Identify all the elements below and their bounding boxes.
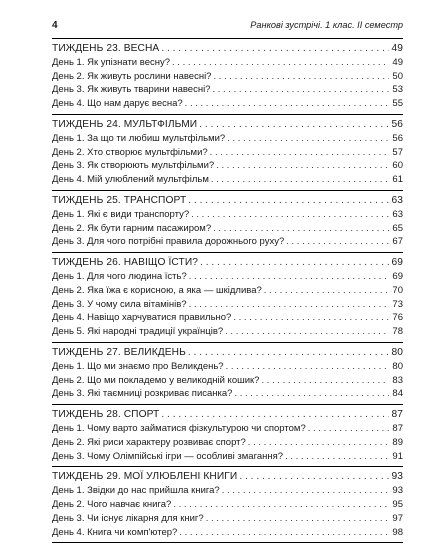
dot-leader xyxy=(213,70,389,84)
day-entry[interactable] xyxy=(52,173,403,187)
day-entry-title: День 2. Які риси характеру розвиває спорт? xyxy=(52,436,246,448)
page-ref: 63 xyxy=(391,194,403,206)
day-entry-title: День 3. Які таємниці розкриває писанка? xyxy=(52,388,233,400)
day-entry-title: День 1. Звідки до нас прийшла книга? xyxy=(52,485,220,497)
dot-leader xyxy=(179,526,389,540)
dot-leader xyxy=(188,194,389,208)
week-heading[interactable] xyxy=(52,346,403,360)
day-entry[interactable] xyxy=(52,284,403,298)
dot-leader xyxy=(188,346,389,360)
day-entry-title: День 3. У чому сила вітамінів? xyxy=(52,298,187,310)
day-entry-title: День 1. Для чого людина їсть? xyxy=(52,270,187,282)
week-heading-title: ТИЖДЕНЬ 27. ВЕЛИКДЕНЬ xyxy=(52,346,186,358)
page-ref: 55 xyxy=(392,98,403,110)
page-ref: 87 xyxy=(392,422,403,434)
day-entry-title: День 2. Яка їжа є корисною, а яка — шкідлива? xyxy=(52,284,262,296)
dot-leader xyxy=(213,222,389,236)
page-ref: 50 xyxy=(392,70,403,82)
day-entry[interactable] xyxy=(52,422,403,436)
dot-leader xyxy=(161,42,389,56)
day-entry[interactable] xyxy=(52,270,403,284)
dot-leader xyxy=(234,387,389,401)
day-entry-title: День 3. Як живуть тварини навесні? xyxy=(52,84,211,96)
page-ref: 65 xyxy=(392,222,403,234)
day-entry[interactable] xyxy=(52,70,403,84)
day-entry[interactable] xyxy=(52,387,403,401)
running-header xyxy=(52,20,403,39)
week-section xyxy=(52,467,403,543)
day-entry-title: День 3. Чому Олімпійські ігри — особливі змагання? xyxy=(52,450,284,462)
page-ref: 49 xyxy=(392,56,403,68)
dot-leader xyxy=(172,56,389,70)
day-entry-title: День 3. Для чого потрібні правила дорожнього руху? xyxy=(52,236,285,248)
page-ref: 91 xyxy=(392,450,403,462)
dot-leader xyxy=(286,235,389,249)
toc-page xyxy=(52,20,403,543)
day-entry-title: День 3. Чи існує лікарня для книг? xyxy=(52,512,204,524)
day-entry-title: День 1. Як упізнати весну? xyxy=(52,56,171,68)
page-ref: 53 xyxy=(392,84,403,96)
dot-leader xyxy=(200,256,389,270)
dot-leader xyxy=(308,422,389,436)
dot-leader xyxy=(233,311,389,325)
dot-leader xyxy=(206,512,389,526)
day-entry[interactable] xyxy=(52,526,403,540)
page-ref: 89 xyxy=(392,436,403,448)
week-section xyxy=(52,39,403,115)
day-entry[interactable] xyxy=(52,83,403,97)
day-entry-title: День 4. Що нам дарує весна? xyxy=(52,98,183,110)
day-entry[interactable] xyxy=(52,311,403,325)
dot-leader xyxy=(227,132,389,146)
day-entry-title: День 1. Які є види транспорту? xyxy=(52,208,190,220)
day-entry-title: День 2. Як живуть рослини навесні? xyxy=(52,70,212,82)
week-heading[interactable] xyxy=(52,42,403,56)
week-heading-title: ТИЖДЕНЬ 29. МОЇ УЛЮБЛЕНІ КНИГИ xyxy=(52,471,238,483)
page-ref: 98 xyxy=(392,526,403,538)
page-ref: 69 xyxy=(391,257,403,269)
day-entry[interactable] xyxy=(52,235,403,249)
dot-leader xyxy=(185,97,389,111)
page-ref: 78 xyxy=(392,326,403,338)
dot-leader xyxy=(248,436,389,450)
page-ref: 87 xyxy=(391,409,403,421)
page-number: 4 xyxy=(52,20,58,31)
table-of-contents xyxy=(52,39,403,543)
page-ref: 67 xyxy=(392,236,403,248)
page-ref: 84 xyxy=(392,388,403,400)
week-heading[interactable] xyxy=(52,256,403,270)
dot-leader xyxy=(225,325,389,339)
page-ref: 69 xyxy=(392,270,403,282)
page-ref: 56 xyxy=(392,132,403,144)
day-entry[interactable] xyxy=(52,298,403,312)
day-entry-title: День 2. Як бути гарним пасажиром? xyxy=(52,222,212,234)
day-entry[interactable] xyxy=(52,512,403,526)
day-entry-title: День 3. Як створюють мультфільми? xyxy=(52,160,215,172)
day-entry[interactable] xyxy=(52,484,403,498)
dot-leader xyxy=(226,360,389,374)
day-entry-title: День 2. Що ми покладемо у великодній кошик? xyxy=(52,374,260,386)
page-ref: 76 xyxy=(392,312,403,324)
page-ref: 80 xyxy=(391,346,403,358)
day-entry-title: День 1. Чому варто займатися фізкультурою чи спортом? xyxy=(52,422,306,434)
page-ref: 95 xyxy=(392,498,403,510)
dot-leader xyxy=(161,408,389,422)
week-section xyxy=(52,405,403,467)
day-entry[interactable] xyxy=(52,222,403,236)
day-entry-title: День 4. Книга чи комп'ютер? xyxy=(52,526,178,538)
page-ref: 93 xyxy=(391,471,403,483)
week-heading-title: ТИЖДЕНЬ 28. СПОРТ xyxy=(52,409,160,421)
day-entry[interactable] xyxy=(52,498,403,512)
day-entry[interactable] xyxy=(52,56,403,70)
week-heading-title: ТИЖДЕНЬ 24. МУЛЬТФІЛЬМИ xyxy=(52,118,198,130)
page-ref: 70 xyxy=(392,284,403,296)
day-entry[interactable] xyxy=(52,360,403,374)
day-entry[interactable] xyxy=(52,325,403,339)
day-entry[interactable] xyxy=(52,436,403,450)
dot-leader xyxy=(264,284,389,298)
running-title: Ранкові зустрічі. 1 клас. ІІ семестр xyxy=(250,20,403,30)
week-section xyxy=(52,115,403,191)
week-section xyxy=(52,253,403,343)
week-section xyxy=(52,191,403,253)
day-entry-title: День 1. Що ми знаємо про Великдень? xyxy=(52,360,224,372)
dot-leader xyxy=(212,83,389,97)
page-ref: 63 xyxy=(392,208,403,220)
week-heading[interactable] xyxy=(52,408,403,422)
page-ref: 49 xyxy=(391,43,403,54)
week-heading-title: ТИЖДЕНЬ 25. ТРАНСПОРТ xyxy=(52,194,187,206)
week-heading[interactable] xyxy=(52,194,403,208)
week-heading-title: ТИЖДЕНЬ 26. НАВІЩО ЇСТИ? xyxy=(52,257,199,269)
week-heading-title: ТИЖДЕНЬ 23. ВЕСНА xyxy=(52,43,160,54)
day-entry[interactable] xyxy=(52,132,403,146)
week-section xyxy=(52,343,403,405)
dot-leader xyxy=(189,270,389,284)
dot-leader xyxy=(239,470,389,484)
dot-leader xyxy=(191,208,389,222)
page-ref: 57 xyxy=(392,146,403,158)
day-entry[interactable] xyxy=(52,97,403,111)
page-ref: 60 xyxy=(392,160,403,172)
day-entry[interactable] xyxy=(52,159,403,173)
day-entry-title: День 4. Навіщо харчуватися правильно? xyxy=(52,312,232,324)
dot-leader xyxy=(189,298,389,312)
dot-leader xyxy=(210,146,389,160)
dot-leader xyxy=(211,173,389,187)
page-ref: 73 xyxy=(392,298,403,310)
page-ref: 61 xyxy=(392,174,403,186)
day-entry-title: День 1. За що ти любиш мультфільми? xyxy=(52,132,226,144)
dot-leader xyxy=(199,118,389,132)
week-heading[interactable] xyxy=(52,470,403,484)
dot-leader xyxy=(216,159,389,173)
dot-leader xyxy=(261,374,389,388)
day-entry-title: День 2. Чого навчає книга? xyxy=(52,498,172,510)
day-entry-title: День 2. Хто створює мультфільми? xyxy=(52,146,208,158)
page-ref: 83 xyxy=(392,374,403,386)
day-entry[interactable] xyxy=(52,450,403,464)
day-entry-title: День 5. Які народні традиції українців? xyxy=(52,326,224,338)
dot-leader xyxy=(285,450,389,464)
dot-leader xyxy=(173,498,389,512)
day-entry-title: День 4. Мій улюблений мультфільм xyxy=(52,174,209,186)
day-entry[interactable] xyxy=(52,374,403,388)
page-ref: 97 xyxy=(392,512,403,524)
day-entry[interactable] xyxy=(52,146,403,160)
page-ref: 93 xyxy=(392,485,403,497)
page-ref: 56 xyxy=(391,118,403,130)
week-heading[interactable] xyxy=(52,118,403,132)
dot-leader xyxy=(222,484,389,498)
day-entry[interactable] xyxy=(52,208,403,222)
page-ref: 80 xyxy=(392,360,403,372)
